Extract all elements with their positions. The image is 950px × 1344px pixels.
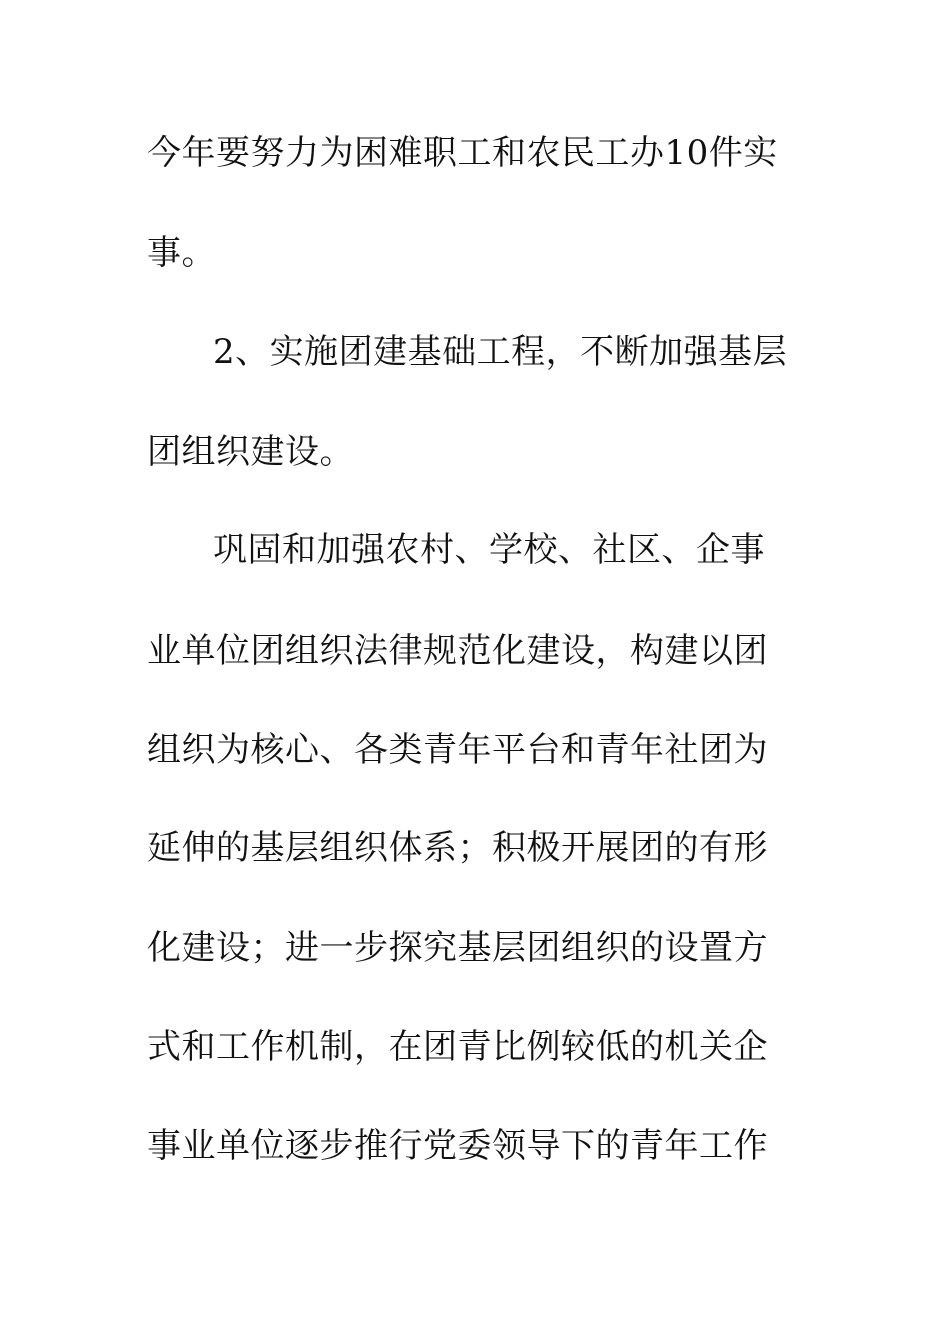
text-line-2: 事。	[147, 233, 216, 273]
text-line-7: 组织为核心、各类青年平台和青年社团为	[147, 730, 768, 770]
text-line-6: 业单位团组织法律规范化建设，构建以团	[147, 631, 768, 671]
text-line-1: 今年要努力为困难职工和农民工办10件实	[147, 133, 778, 173]
text-line-8: 延伸的基层组织体系；积极开展团的有形	[147, 828, 768, 868]
paragraph-heading-line-2: 团组织建设。	[147, 432, 354, 472]
text-line-5: 巩固和加强农村、学校、社区、企事	[213, 530, 765, 570]
text-line-11: 事业单位逐步推行党委领导下的青年工作	[147, 1126, 768, 1166]
text-line-9: 化建设；进一步探究基层团组织的设置方	[147, 928, 768, 968]
text-line-10: 式和工作机制，在团青比例较低的机关企	[147, 1027, 768, 1067]
paragraph-heading-line-1: 2、实施团建基础工程，不断加强基层	[213, 332, 788, 372]
